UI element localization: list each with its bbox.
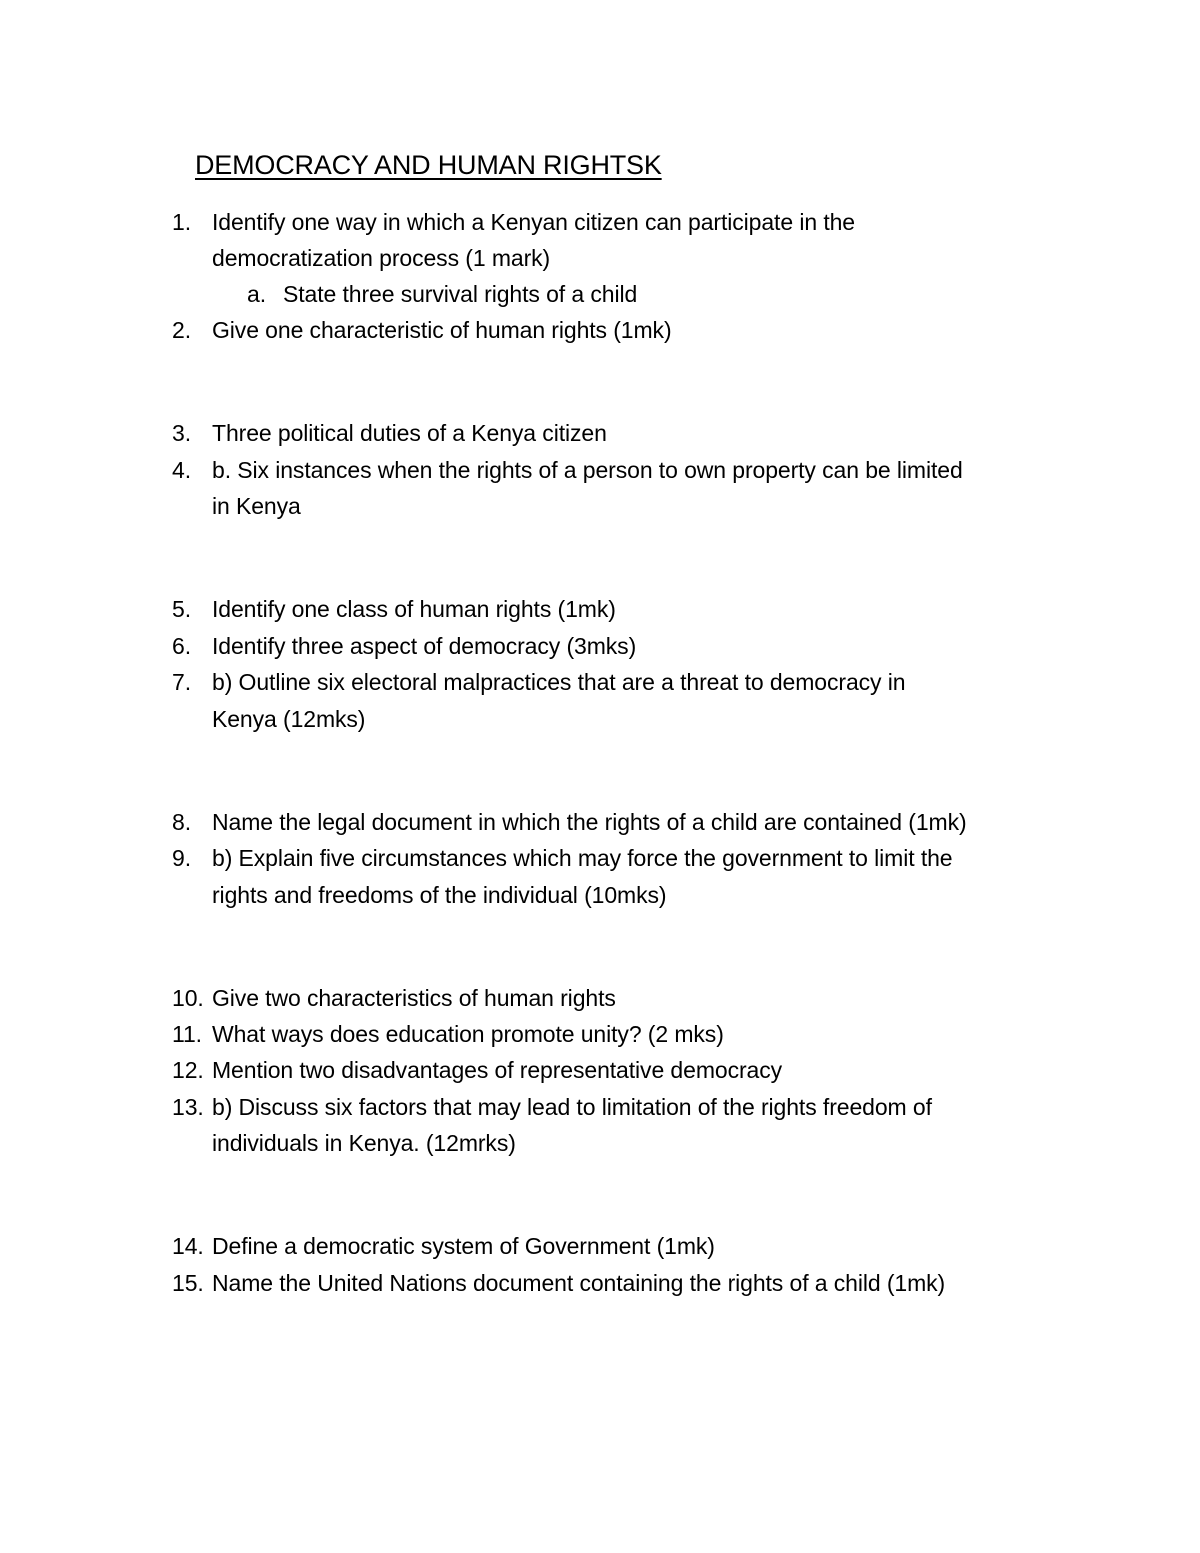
question-text: Name the legal document in which the rights of a child are contained (1mk) bbox=[212, 809, 967, 835]
question-text: b) Explain five circumstances which may force the government to limit the bbox=[212, 845, 953, 871]
question-number: 12. bbox=[172, 1057, 204, 1083]
question-text: Give two characteristics of human rights bbox=[212, 985, 616, 1011]
document-title: DEMOCRACY AND HUMAN RIGHTSK bbox=[195, 150, 662, 180]
question-number: 2. bbox=[172, 317, 191, 343]
question-number: 6. bbox=[172, 633, 191, 659]
question-number: 10. bbox=[172, 985, 204, 1011]
question-number: 4. bbox=[172, 457, 191, 483]
question-text: Identify three aspect of democracy (3mks) bbox=[212, 633, 637, 659]
question-number: 1. bbox=[172, 209, 191, 235]
question-number: 5. bbox=[172, 596, 191, 622]
question-text: Identify one way in which a Kenyan citizen can participate in the bbox=[212, 209, 855, 235]
question-number: 3. bbox=[172, 420, 191, 446]
question-text: rights and freedoms of the individual (10mks) bbox=[212, 882, 667, 908]
question-number: 11. bbox=[172, 1021, 202, 1047]
question-number: 9. bbox=[172, 845, 191, 871]
sub-question-text: State three survival rights of a child bbox=[283, 281, 638, 307]
question-text: Mention two disadvantages of representative democracy bbox=[212, 1057, 783, 1083]
question-text: Kenya (12mks) bbox=[212, 706, 366, 732]
question-text: b. Six instances when the rights of a person to own property can be limited bbox=[212, 457, 963, 483]
question-text: Identify one class of human rights (1mk) bbox=[212, 596, 616, 622]
question-text: Give one characteristic of human rights (1mk) bbox=[212, 317, 672, 343]
sub-question-letter: a. bbox=[247, 281, 266, 307]
question-text: Define a democratic system of Government (1mk) bbox=[212, 1233, 715, 1259]
question-number: 15. bbox=[172, 1270, 204, 1296]
question-text: in Kenya bbox=[212, 493, 301, 519]
question-number: 13. bbox=[172, 1094, 204, 1120]
question-text: Name the United Nations document containing the rights of a child (1mk) bbox=[212, 1270, 946, 1296]
question-number: 7. bbox=[172, 669, 191, 695]
question-text: What ways does education promote unity? (2 mks) bbox=[212, 1021, 724, 1047]
question-text: Three political duties of a Kenya citizen bbox=[212, 420, 607, 446]
question-number: 8. bbox=[172, 809, 191, 835]
question-number: 14. bbox=[172, 1233, 204, 1259]
question-text: b) Discuss six factors that may lead to limitation of the rights freedom of bbox=[212, 1094, 932, 1120]
question-text: b) Outline six electoral malpractices that are a threat to democracy in bbox=[212, 669, 906, 695]
question-text: democratization process (1 mark) bbox=[212, 245, 551, 271]
question-text: individuals in Kenya. (12mrks) bbox=[212, 1130, 516, 1156]
